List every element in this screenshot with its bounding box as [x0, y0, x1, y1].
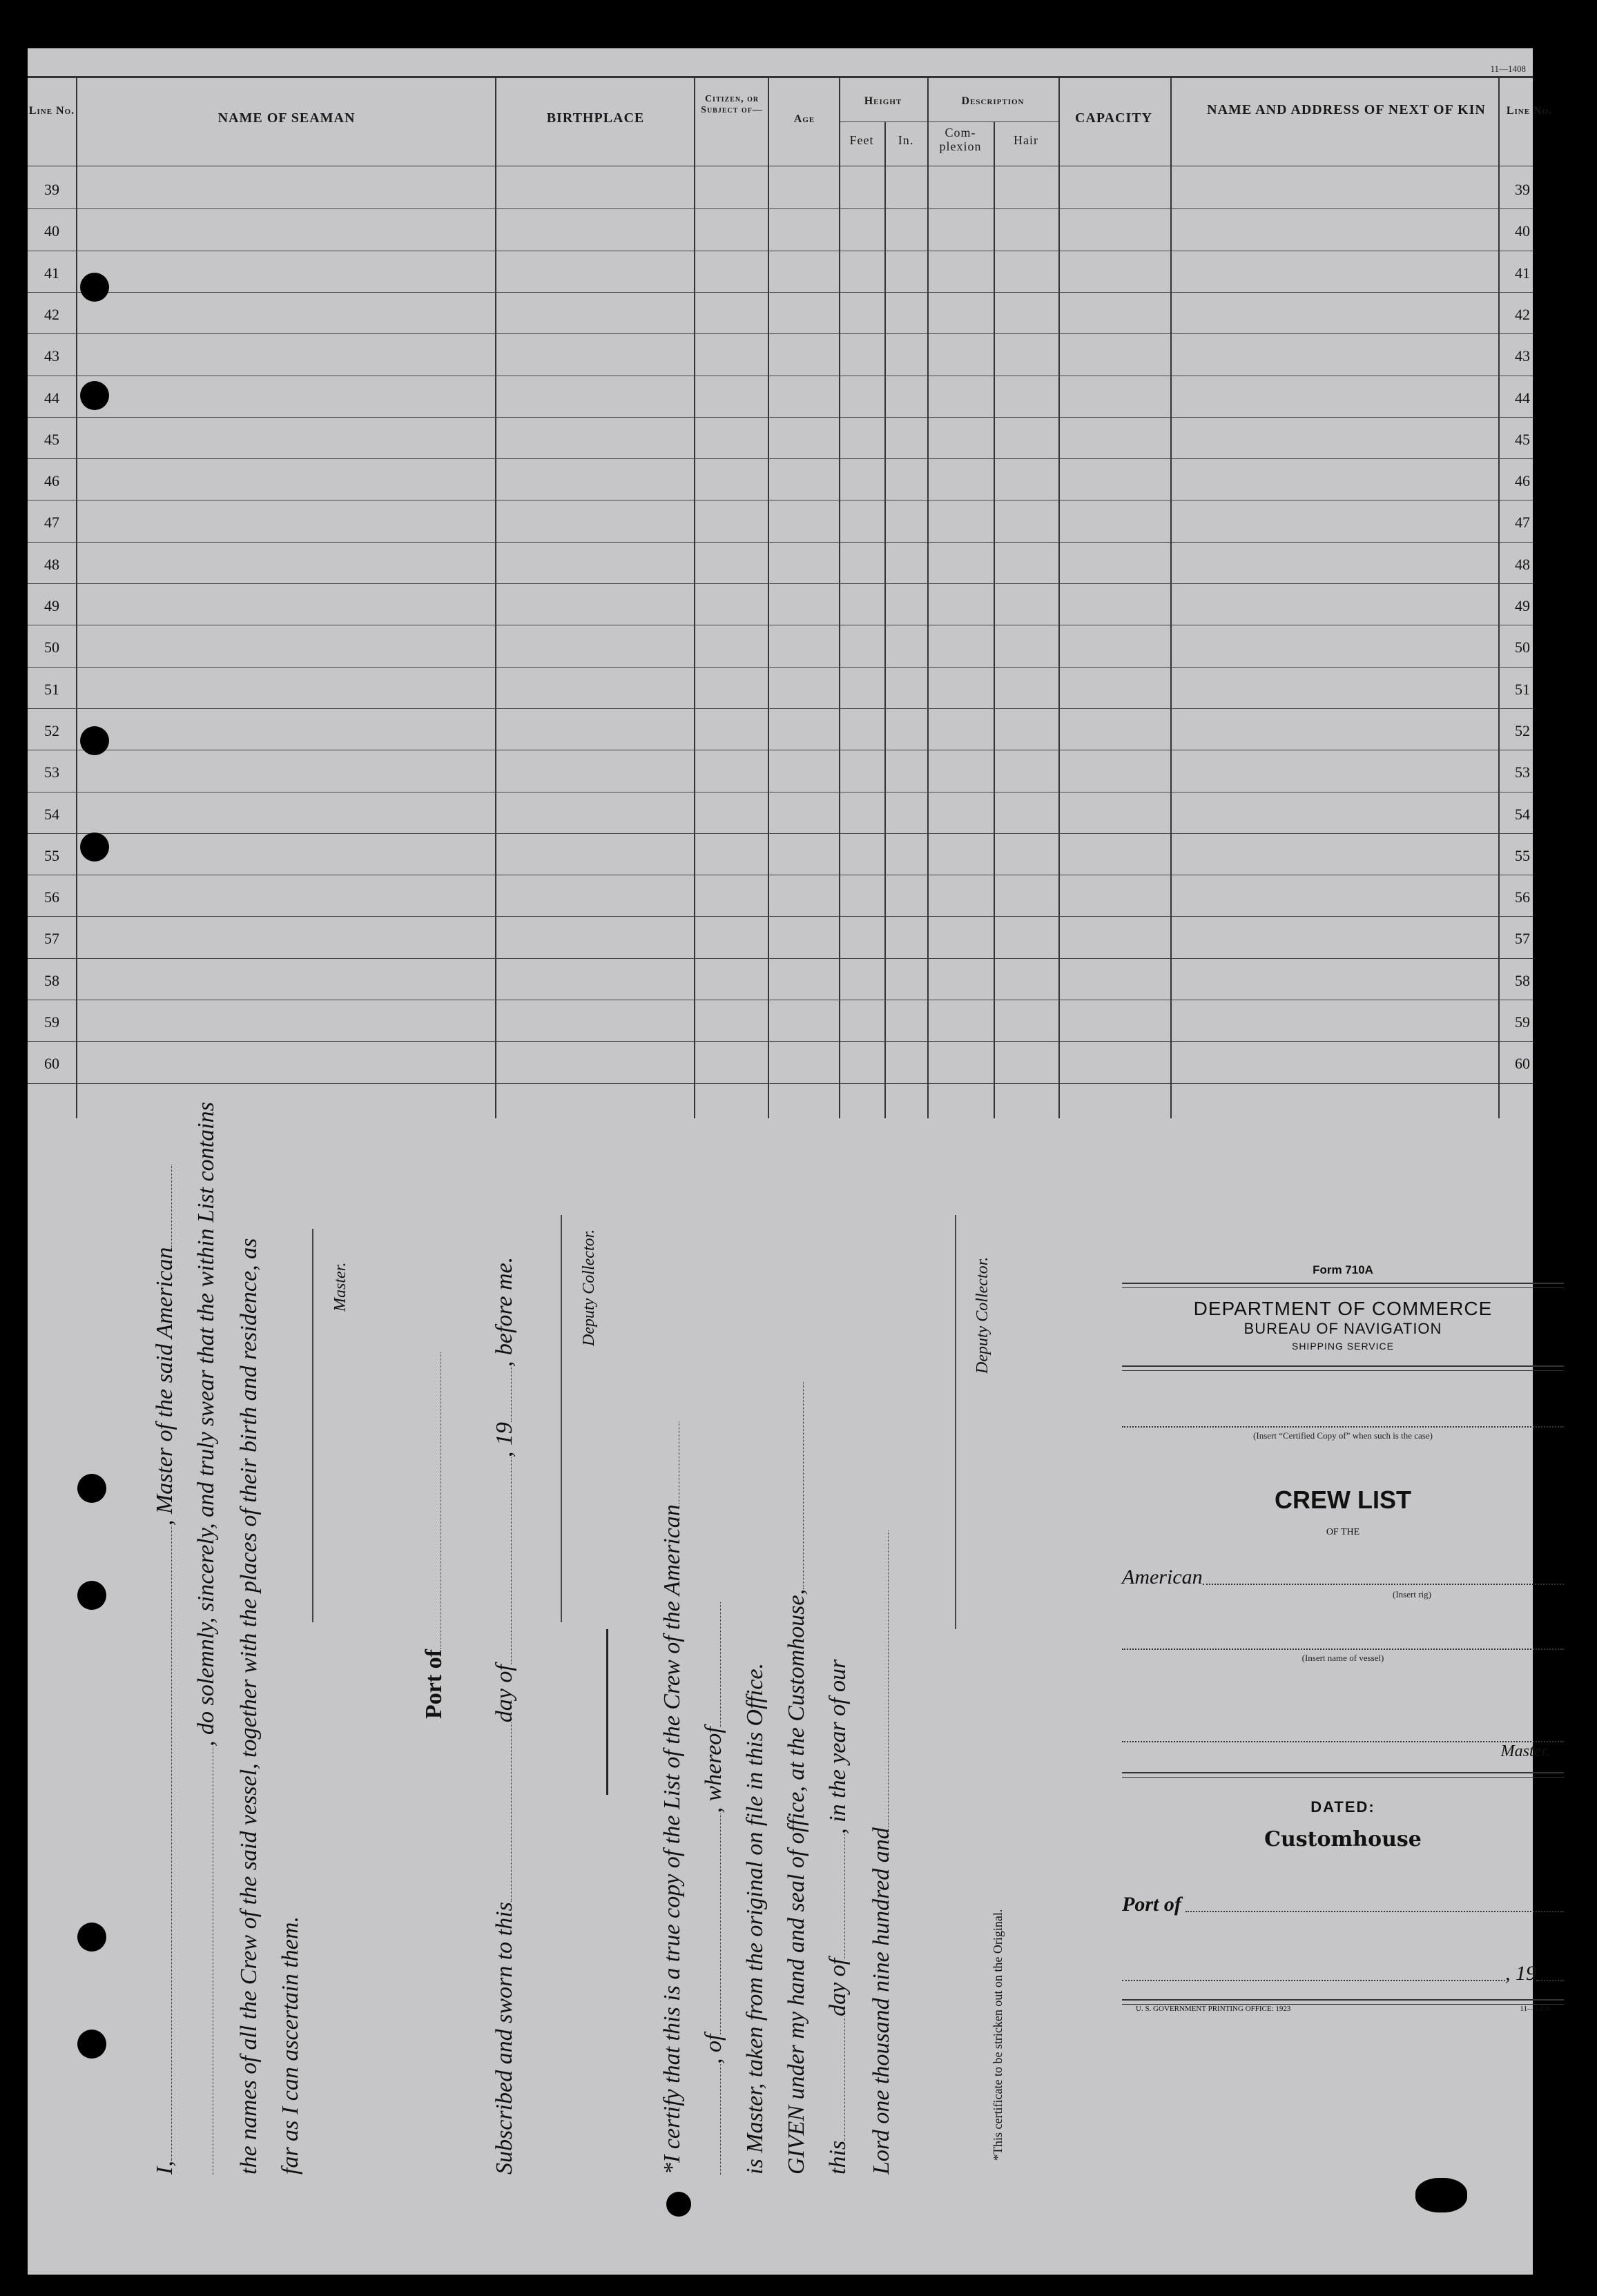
col-citizen: Citizen, or Subject of— — [701, 94, 763, 115]
ink-blot — [1415, 2178, 1467, 2212]
row-number-right: 50 — [1515, 639, 1530, 656]
row-number-right: 39 — [1515, 181, 1530, 198]
col-age: Age — [793, 113, 815, 125]
certify-line-3: is Master, taken from the original on file in this Office. — [742, 1662, 768, 2175]
bureau-title: BUREAU OF NAVIGATION — [1243, 1320, 1442, 1337]
punch-hole — [80, 381, 109, 410]
deputy-collector-label-1: Deputy Collector. — [580, 1229, 598, 1346]
panel-port-of-label: Port of — [1122, 1893, 1181, 1916]
insert-rig-note: (Insert rig) — [1393, 1589, 1431, 1599]
panel-form-code: 11—1408 — [1520, 2005, 1550, 2013]
row-number-right: 52 — [1515, 721, 1530, 739]
master-label-panel: Master. — [1500, 1742, 1550, 1760]
table-row-rule — [28, 833, 1533, 834]
col-sep — [994, 121, 995, 1118]
department-title: DEPARTMENT OF COMMERCE — [1193, 1298, 1493, 1319]
lord-line: Lord one thousand nine hundred and — [869, 1530, 895, 2175]
vessel-name-line — [1122, 1648, 1564, 1650]
insert-certified-note: (Insert “Certified Copy of” when such is the case) — [1253, 1430, 1433, 1441]
table-row-rule — [28, 458, 1533, 459]
oath-line-1 — [152, 1165, 178, 2175]
table-row-rule — [28, 708, 1533, 709]
col-sep — [495, 76, 496, 1118]
table-row-rule — [28, 958, 1533, 959]
row-number-left: 56 — [44, 888, 59, 906]
col-sep — [1170, 76, 1172, 1118]
row-number-left: 42 — [44, 305, 59, 323]
header-subrule-height — [839, 121, 1058, 122]
row-number-left: 50 — [44, 639, 59, 656]
punch-hole — [80, 273, 109, 302]
row-number-right: 47 — [1515, 514, 1530, 532]
oath-swear: , do solemnly, sincerely, and truly swear that the within List contains — [193, 1102, 219, 1747]
row-number-left: 45 — [44, 430, 59, 448]
col-hair: Hair — [1014, 133, 1038, 147]
punch-hole — [77, 1474, 106, 1503]
crew-list-page — [28, 48, 1553, 2275]
top-rule — [28, 76, 1533, 78]
oath-i: I, — [152, 2161, 177, 2175]
footnote: *This certificate to be stricken out on the Original. — [991, 1909, 1005, 2161]
col-sep — [839, 76, 840, 1118]
table-row-rule — [28, 667, 1533, 668]
table-row-rule — [28, 208, 1533, 209]
deputy-signature-line-1 — [561, 1215, 562, 1622]
deputy-signature-line-2 — [955, 1215, 956, 1629]
col-sep — [1058, 76, 1060, 1118]
deputy-collector-label-2: Deputy Collector. — [974, 1256, 991, 1374]
separator-bar — [606, 1629, 608, 1795]
table-row-rule — [28, 333, 1533, 334]
row-number-left: 49 — [44, 597, 59, 614]
row-number-left: 52 — [44, 721, 59, 739]
cover-panel — [1122, 1263, 1564, 2013]
oath-line-4 — [278, 1916, 304, 2175]
table-row-rule — [28, 542, 1533, 543]
oath-line-2 — [193, 1102, 220, 2175]
customhouse-label: Customhouse — [1264, 1827, 1422, 1851]
col-birthplace: BIRTHPLACE — [546, 110, 645, 126]
row-number-left: 39 — [44, 181, 59, 198]
row-number-right: 57 — [1515, 930, 1530, 948]
table-row-rule — [28, 916, 1533, 917]
subscribed-line: Subscribed and sworn to thisday of, 19, before me. — [492, 1256, 517, 2175]
oath-ascertain: far as I can ascertain them. — [278, 1916, 303, 2175]
col-description: Description — [961, 95, 1025, 107]
row-number-left: 57 — [44, 930, 59, 948]
printing-office-note: U. S. GOVERNMENT PRINTING OFFICE: 1923 — [1136, 2005, 1291, 2013]
table-row-rule — [28, 1041, 1533, 1042]
row-number-left: 55 — [44, 846, 59, 864]
row-number-left: 53 — [44, 763, 59, 781]
table-row-rule — [28, 292, 1533, 293]
row-number-right: 60 — [1515, 1055, 1530, 1073]
row-number-left: 59 — [44, 1013, 59, 1031]
certify-line-1: *I certify that this is a true copy of the List of the Crew of the American — [659, 1421, 686, 2175]
row-number-right: 44 — [1515, 389, 1530, 407]
master-label: Master. — [331, 1262, 349, 1312]
col-sep — [927, 76, 929, 1118]
panel-rule — [1122, 1283, 1564, 1288]
punch-hole — [666, 2192, 691, 2217]
col-height: Height — [864, 95, 902, 107]
service-title: SHIPPING SERVICE — [1291, 1341, 1394, 1352]
of-the-label: OF THE — [1326, 1527, 1360, 1537]
row-number-right: 42 — [1515, 305, 1530, 323]
row-number-left: 41 — [44, 264, 59, 282]
row-number-left: 58 — [44, 971, 59, 989]
col-feet: Feet — [849, 133, 874, 147]
american-label: American — [1122, 1566, 1203, 1588]
panel-rule — [1122, 1999, 1564, 2005]
col-capacity: CAPACITY — [1074, 110, 1153, 126]
col-complexion: Com- plexion — [939, 126, 982, 153]
table-row-rule — [28, 417, 1533, 418]
row-number-left: 43 — [44, 347, 59, 365]
dated-label: DATED: — [1310, 1798, 1375, 1816]
row-number-left: 54 — [44, 805, 59, 823]
row-number-right: 43 — [1515, 347, 1530, 365]
col-line-no-right: Line No. — [1506, 105, 1553, 117]
row-number-right: 51 — [1515, 680, 1530, 698]
col-sep — [694, 76, 695, 1118]
given-line: GIVEN under my hand and seal of office, at the Customhouse, — [784, 1382, 810, 2175]
panel-rule — [1122, 1772, 1564, 1778]
row-number-left: 47 — [44, 514, 59, 532]
row-number-left: 51 — [44, 680, 59, 698]
row-number-right: 45 — [1515, 430, 1530, 448]
table-row-rule — [28, 1083, 1533, 1084]
col-sep — [76, 76, 77, 1118]
table-row-rule — [28, 583, 1533, 584]
panel-nineteen-label: , 19 — [1505, 1962, 1536, 1985]
row-number-left: 44 — [44, 389, 59, 407]
col-line-no: Line No. — [28, 105, 75, 117]
row-number-left: 40 — [44, 222, 59, 240]
crew-list-title: CREW LIST — [1275, 1486, 1411, 1514]
row-number-right: 59 — [1515, 1013, 1530, 1031]
col-next-of-kin: NAME AND ADDRESS OF NEXT OF KIN — [1207, 102, 1486, 117]
row-number-left: 48 — [44, 555, 59, 573]
punch-hole — [80, 726, 109, 755]
punch-hole — [77, 2030, 106, 2059]
certified-copy-line — [1122, 1426, 1564, 1428]
row-number-right: 56 — [1515, 888, 1530, 906]
punch-hole — [80, 833, 109, 862]
punch-hole — [77, 1581, 106, 1610]
col-name-of-seaman: NAME OF SEAMAN — [217, 110, 356, 126]
oath-line-3 — [236, 1238, 262, 2175]
row-number-right: 54 — [1515, 805, 1530, 823]
row-number-right: 46 — [1515, 472, 1530, 490]
oath-master-of: , Master of the said American — [152, 1247, 177, 1526]
row-number-right: 41 — [1515, 264, 1530, 282]
date-line — [1122, 1962, 1564, 1985]
port-of-line — [1122, 1893, 1564, 1916]
row-number-right: 58 — [1515, 971, 1530, 989]
form-number: Form 710A — [1313, 1263, 1373, 1276]
punch-hole — [77, 1923, 106, 1952]
row-number-left: 46 — [44, 472, 59, 490]
insert-vessel-note: (Insert name of vessel) — [1301, 1653, 1384, 1663]
col-sep — [1498, 76, 1500, 1118]
printing-footer — [1122, 2005, 1564, 2013]
row-number-right: 55 — [1515, 846, 1530, 864]
row-number-right: 49 — [1515, 597, 1530, 614]
row-number-left: 60 — [44, 1055, 59, 1073]
port-of-label: Port of — [421, 1352, 447, 1719]
col-inches: In. — [898, 133, 914, 147]
this-day-line: thisday of, in the year of our — [825, 1659, 851, 2175]
oath-names: the names of all the Crew of the said vessel, together with the places of their birth and residence, as — [236, 1238, 262, 2175]
certify-line-2: , of, whereof — [701, 1602, 727, 2175]
col-sep — [768, 76, 769, 1118]
panel-rule — [1122, 1365, 1564, 1371]
col-sep — [884, 121, 886, 1118]
american-line — [1122, 1566, 1564, 1589]
row-number-right: 40 — [1515, 222, 1530, 240]
master-signature-line — [312, 1229, 313, 1622]
row-number-right: 53 — [1515, 763, 1530, 781]
row-number-right: 48 — [1515, 555, 1530, 573]
form-code-top: 11—1408 — [1490, 64, 1526, 74]
